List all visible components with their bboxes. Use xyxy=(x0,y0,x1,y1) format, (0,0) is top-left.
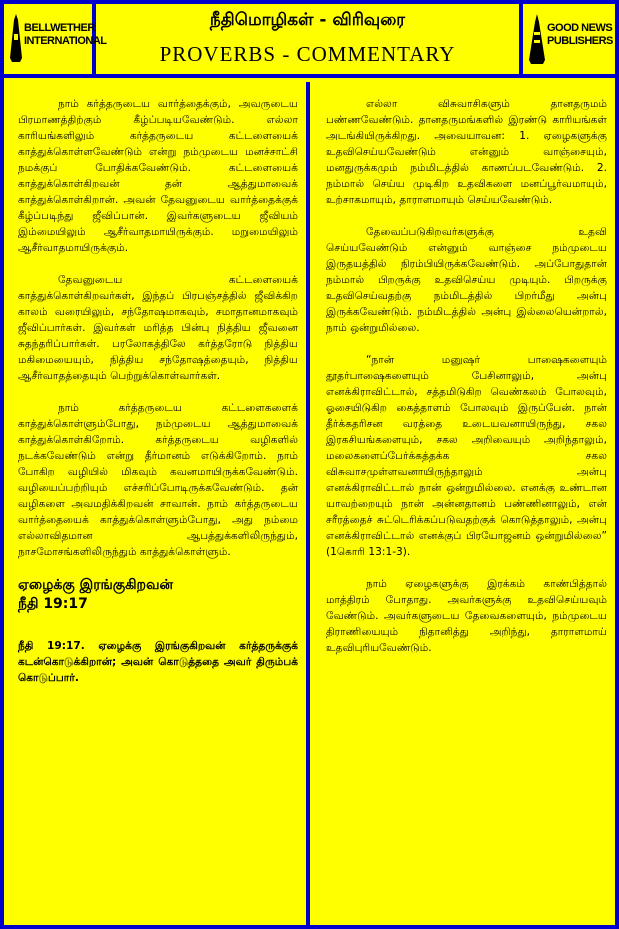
left-paragraph-1: நாம் கர்த்தருடைய வார்த்தைக்கும், அவருடைய பிரமாணத்திற்கும் கீழ்ப்படியவேண்டும். எல்லா காரியங்களிலும் கர்த்தருடைய கட்டளையைக் காத்துக்கொள்ளவேண்டும் என்று நம்முடைய மனச்சாட்சி நமக்குப் போதிக்கவேண்டும். கட்டளையைக் காத்துக்கொள்கிறவன் தன் ஆத்துமாவைக் காத்துக்கொள்கிறான். அவன் தேவனுடைய வார்த்தைக்குக் கீழ்ப்படிந்து ஜீவிப்பான். இவர்களுடைய ஜீவியம் இம்மையிலும் ஆசீர்வாதமாயிருக்கும். மறுமையிலும் ஆசீர்வாதமாயிருக்கும். xyxy=(18,98,298,254)
section-heading xyxy=(18,576,298,614)
left-column xyxy=(4,82,310,929)
title-box xyxy=(96,4,519,78)
verse-text: நீதி 19:17. ஏழைக்கு இரங்குகிறவன் கர்த்தருக்குக் கடன்கொடுக்கிறான்; அவன் கொடுத்ததை அவர் திரும்பக் கொடுப்பார். xyxy=(18,640,298,684)
left-paragraph-2: தேவனுடைய கட்டளையைக் காத்துக்கொள்கிறவர்கள், இந்தப் பிரபஞ்சத்தில் ஜீவிக்கிற காலம் வரையிலும், சந்தோஷமாகவும், சமாதானமாகவும் ஜீவிப்பார்கள். இவர்கள் மரித்த பின்பு நித்திய ஜீவனை சுதந்தரிப்பார்கள். பரலோகத்திலே கர்த்தரோடு நித்திய மகிமையையும், நித்திய சந்தோஷத்தையும், நித்திய ஆசீர்வாதத்தையும் பெற்றுக்கொள்வார்கள். xyxy=(18,274,298,382)
logo-right-line1: GOOD NEWS xyxy=(547,22,613,34)
section-heading-reference: நீதி 19:17 xyxy=(18,596,88,612)
bell-logo-icon xyxy=(10,14,22,62)
right-paragraph-3: “நான் மனுஷர் பாஷைகளையும் தூதர்பாஷைகளையும் பேசினாலும், அன்பு எனக்கிராவிட்டால், சத்தமிடுகிற வெண்கலம் போலவும், ஓசையிடுகிற கைத்தாளம் போலவும் இருப்பேன். நான் தீர்க்கதரிசன வரத்தை உடையவனாயிருந்து, சகல இரகசியங்களையும், சகல அறிவையும் அறிந்தாலும், மலைகளைப்பேர்க்கத்தக்க சகல விசுவாசமுள்ளவனாயிருந்தாலும் அன்பு எனக்கிராவிட்டால் நான் ஒன்றுமில்லை. எனக்கு உண்டான யாவற்றையும் நான் அன்னதானம் பண்ணினாலும், என் சரீரத்தைச் சுட்டெரிக்கப்படுவதற்குக் கொடுத்தாலும், அன்பு எனக்கிராவிட்டால் எனக்குப் பிரயோஜனம் ஒன்றுமில்லை” (1கொரி 13:1-3). xyxy=(326,354,607,558)
title-tamil: நீதிமொழிகள் - விரிவுரை xyxy=(209,10,406,30)
book-logo-icon xyxy=(529,14,545,64)
right-paragraph-2: தேவைப்படுகிறவர்களுக்கு உதவி செய்யவேண்டும் என்னும் வாஞ்சை நம்முடைய இருதயத்தில் நிரம்பியிருக்கவேண்டும். அப்போதுதான் நம்மால் பிறருக்கு உதவிசெய்ய முடியும். பிறருக்கு உதவிசெய்வதற்கு நம்மிடத்தில் பிறர்மீது அன்பு இருக்கவேண்டும். நம்மிடத்தில் அன்பு இல்லையென்றால், நாம் ஒன்றுமில்லை. xyxy=(326,226,607,334)
logo-right-text xyxy=(547,22,613,48)
section-heading-title: ஏழைக்கு இரங்குகிறவன் xyxy=(18,577,174,593)
logo-left-line1: BELLWETHER xyxy=(24,22,95,34)
header xyxy=(4,4,615,78)
good-news-logo xyxy=(519,4,615,78)
left-paragraph-3: நாம் கர்த்தருடைய கட்டளைகளைக் காத்துக்கொள்ளும்போது, நம்முடைய ஆத்துமாவைக் காத்துக்கொள்கிறோம். கர்த்தருடைய வழிகளில் நடக்கவேண்டும் என்று தீர்மானம் எடுக்கிறோம். நாம் போகிற வழியில் மிகவும் கவனமாயிருக்கவேண்டும். வழியைப்பற்றியும் எச்சரிப்போடிருக்கவேண்டும். தன் வழிகளை அவமதிக்கிறவன் சாவான். நாம் கர்த்தருடைய வார்த்தையைக் காத்துக்கொள்ளும்போது, அது நம்மை எல்லாவிதமான ஆபத்துக்களிலிருந்தும், நாசமோசங்களிலிருந்தும் காத்துக்கொள்ளும். xyxy=(18,402,298,558)
bellwether-logo xyxy=(4,4,107,78)
title-english: PROVERBS - COMMENTARY xyxy=(159,42,456,66)
logo-left-text xyxy=(24,22,107,48)
right-paragraph-4: நாம் ஏழைகளுக்கு இரக்கம் காண்பித்தால் மாத்திரம் போதாது. அவர்களுக்கு உதவிசெய்யவும் வேண்டும். அவர்களுடைய தேவைகளையும், நம்முடைய திராணியையும் நிதானித்து அறிந்து, தாராளமாய் உதவிபுரியவேண்டும். xyxy=(326,578,607,654)
right-paragraph-1: எல்லா விசுவாசிகளும் தானதருமம் பண்ணவேண்டும். தானதருமங்களில் இரண்டு காரியங்கள் அடங்கியிருக்கிறது. அவையாவன: 1. ஏழைகளுக்கு உதவிசெய்யவேண்டும் என்னும் வாஞ்சையும், மனதுருக்கமும் நம்மிடத்தில் காணப்படவேண்டும். 2. நம்மால் செய்ய முடிகிற உதவிகளை மனப்பூர்வமாயும், உற்சாகமாயும், தாராளமாயும் செய்யவேண்டும். xyxy=(326,98,607,206)
right-column xyxy=(314,82,615,929)
logo-left-line2: INTERNATIONAL xyxy=(24,35,107,47)
logo-right-line2: PUBLISHERS xyxy=(547,35,613,47)
